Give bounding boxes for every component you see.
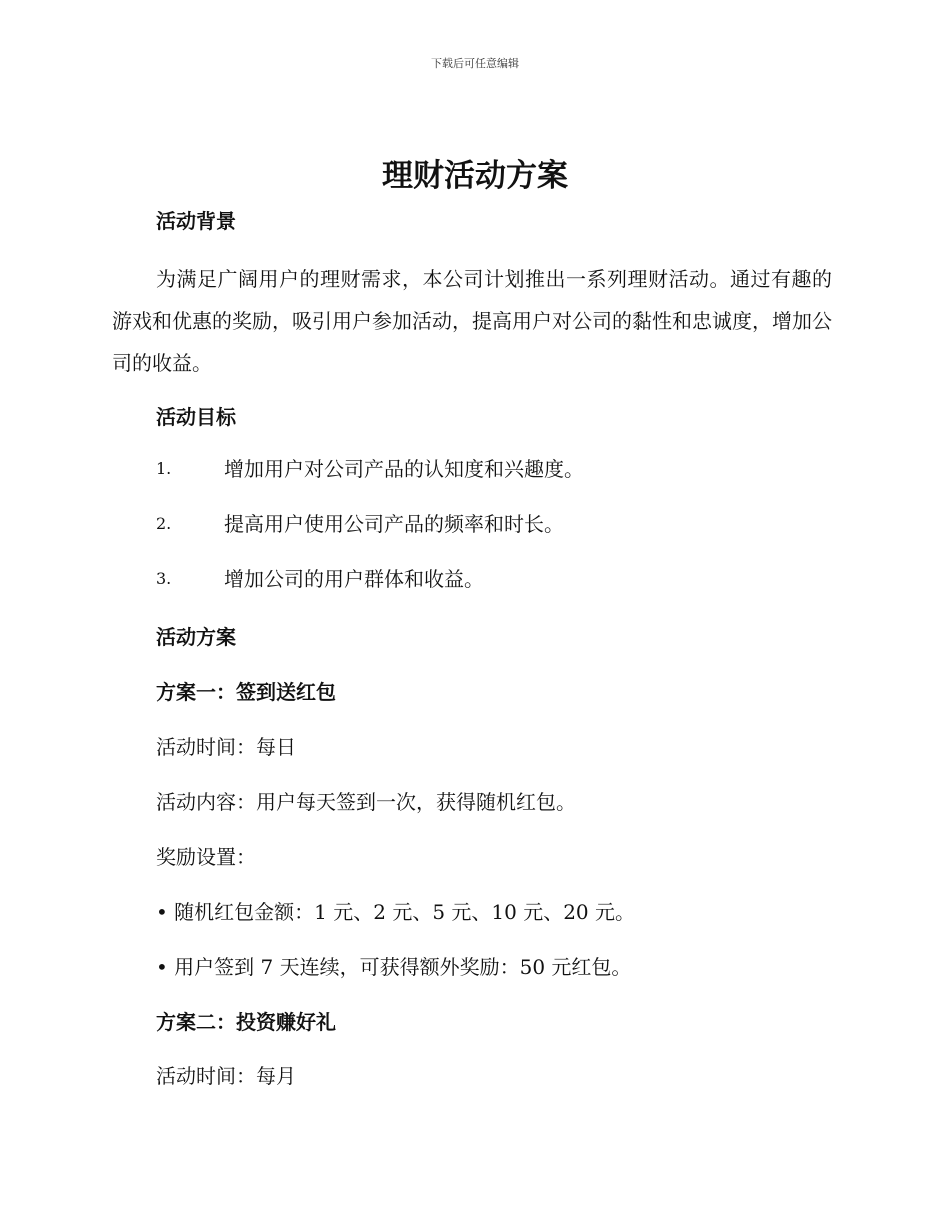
heading-plan-1: 方案一：签到送红包 [156, 680, 336, 704]
background-paragraph: 为满足广阔用户的理财需求，本公司计划推出一系列理财活动。通过有趣的游戏和优惠的奖励，吸引用户参加活动，提高用户对公司的黏性和忠诚度，增加公司的收益。 [112, 267, 832, 375]
list-text: 增加用户对公司产品的认知度和兴趣度。 [224, 457, 584, 481]
heading-background: 活动背景 [156, 209, 236, 233]
plan1-content: 活动内容：用户每天签到一次，获得随机红包。 [156, 790, 576, 814]
plan1-reward-bullet: • 随机红包金额：1 元、2 元、5 元、10 元、20 元。 [156, 900, 636, 924]
list-text: 提高用户使用公司产品的频率和时长。 [224, 512, 564, 536]
list-number: 2. [156, 514, 172, 533]
plan1-reward-bullet: • 用户签到 7 天连续，可获得额外奖励：50 元红包。 [156, 955, 632, 979]
heading-plan-2: 方案二：投资赚好礼 [156, 1010, 336, 1034]
plan1-reward-label: 奖励设置： [156, 845, 256, 869]
heading-goals: 活动目标 [156, 405, 236, 429]
list-number: 3. [156, 569, 172, 588]
document-title: 理财活动方案 [382, 158, 568, 194]
list-text: 增加公司的用户群体和收益。 [224, 567, 484, 591]
plan2-time: 活动时间：每月 [156, 1064, 296, 1088]
plan1-time: 活动时间：每日 [156, 735, 296, 759]
list-number: 1. [156, 459, 172, 478]
header-note: 下载后可任意编辑 [431, 57, 519, 70]
heading-plans: 活动方案 [156, 625, 236, 649]
